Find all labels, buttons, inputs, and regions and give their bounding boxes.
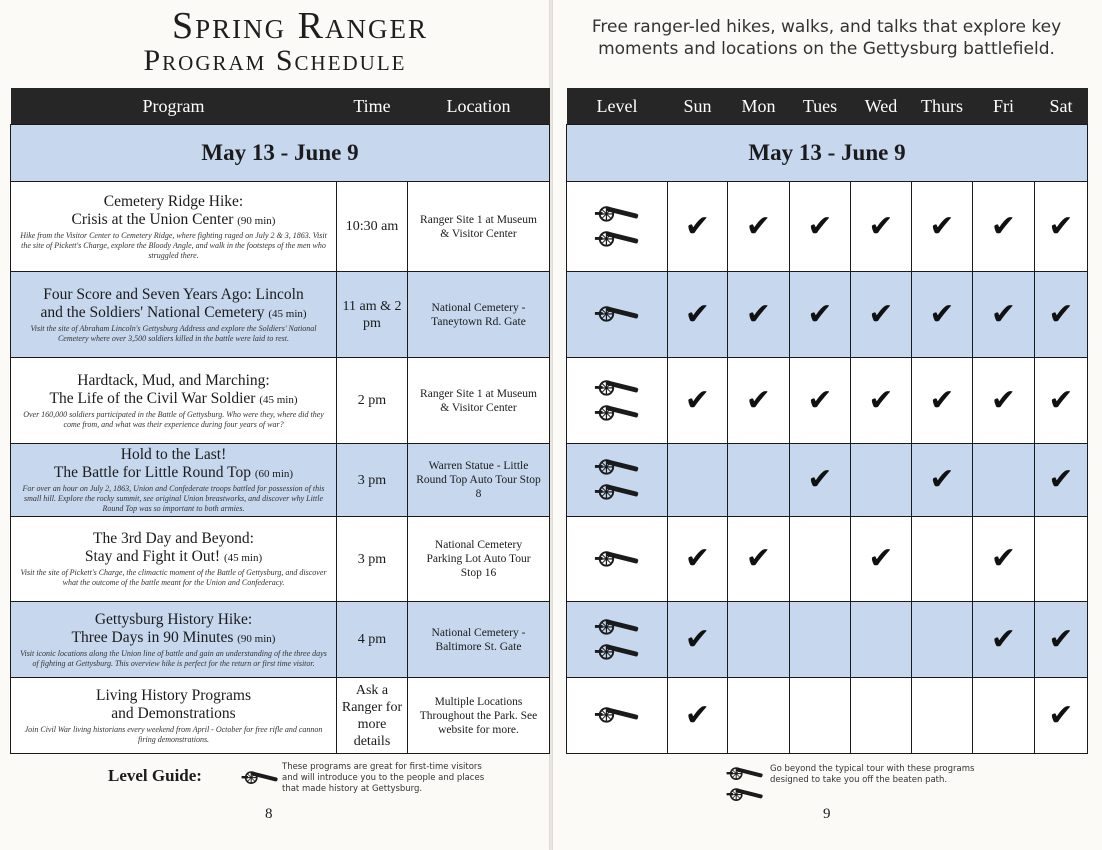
program-row (11, 678, 550, 754)
check-mark-icon: ✔ (807, 296, 833, 332)
program-time: Ask a Ranger for more details (337, 678, 408, 754)
check-mark-icon: ✔ (1048, 462, 1074, 497)
day-cell (912, 602, 973, 678)
check-mark-icon: ✔ (990, 208, 1017, 244)
program-description: Hike from the Visitor Center to Cemetery Ridge, where fighting raged on July 2 & 3, 1863. Visit the site of Pickett's Charge, explore the Bloody Angle, and walk in the footsteps of the men who struggled there. (20, 230, 327, 260)
program-time: 11 am & 2 pm (337, 272, 408, 358)
check-mark-icon: ✔ (990, 621, 1017, 657)
program-schedule-row (567, 358, 1088, 444)
cannon-icon (725, 762, 765, 808)
check-mark-icon: ✔ (1048, 382, 1074, 418)
check-mark-icon: ✔ (990, 541, 1017, 576)
day-cell (1035, 444, 1088, 517)
level-cell (567, 272, 668, 358)
day-cell (1035, 678, 1088, 754)
day-cell (790, 517, 851, 602)
program-title-line2: Three Days in 90 Minutes (71, 628, 234, 646)
day-cell (1035, 272, 1088, 358)
day-cell (668, 517, 728, 602)
day-cell (728, 678, 790, 754)
program-length: (45 min) (223, 552, 263, 564)
cannon-icon (567, 227, 667, 252)
program-cell (11, 602, 337, 678)
header-day: Wed (851, 88, 912, 125)
day-cell (851, 272, 912, 358)
program-title-line2-wrap (19, 390, 328, 409)
day-cell (973, 182, 1035, 272)
cannon-icon (567, 302, 667, 327)
day-cell (790, 182, 851, 272)
day-cell (912, 272, 973, 358)
day-cell (851, 358, 912, 444)
header-time: Time (337, 88, 408, 125)
advanced-level-text: Go beyond the typical tour with these programs designed to take you off the beaten path. (770, 764, 975, 785)
check-mark-icon: ✔ (868, 382, 894, 418)
program-location: Ranger Site 1 at Museum & Visitor Center (408, 358, 550, 444)
program-description: For over an hour on July 2, 1863, Union and Confederate troops battled for possession of this small hill. Explore the rocky summit, see original Union breastworks, and discover why Little Round Top was so important to both armies. (22, 484, 325, 513)
level-cell (567, 602, 668, 678)
program-schedule-row (567, 272, 1088, 358)
day-cell (790, 602, 851, 678)
check-mark-icon: ✔ (929, 208, 955, 244)
day-cell (728, 517, 790, 602)
program-location: National Cemetery - Baltimore St. Gate (408, 602, 550, 678)
beginner-level-text: These programs are great for first-time visitors and will introduce you to the people and places that made history at Gettysburg. (282, 762, 485, 794)
cannon-icon (567, 376, 667, 401)
program-cell (11, 272, 337, 358)
day-cell (973, 678, 1035, 754)
cannon-icon (567, 480, 667, 505)
program-time: 2 pm (337, 358, 408, 444)
page-number-right: 9 (823, 806, 831, 822)
check-mark-icon: ✔ (1048, 697, 1074, 733)
program-title-line2: The Battle for Little Round Top (53, 464, 251, 481)
check-mark-icon: ✔ (990, 382, 1017, 418)
level-cell (567, 517, 668, 602)
day-cell (1035, 358, 1088, 444)
day-cell (973, 517, 1035, 602)
header-day: Fri (973, 88, 1035, 125)
day-cell (973, 358, 1035, 444)
program-title-line2-wrap (19, 304, 328, 323)
check-mark-icon: ✔ (684, 541, 711, 576)
page-subtitle: Program Schedule (143, 44, 407, 77)
header-day: Sat (1035, 88, 1088, 125)
level-cell (567, 444, 668, 517)
day-cell (668, 602, 728, 678)
cannon-icon (567, 401, 667, 426)
check-mark-icon: ✔ (1048, 621, 1074, 657)
check-mark-icon: ✔ (1048, 296, 1074, 332)
check-mark-icon: ✔ (684, 621, 711, 657)
program-location: Ranger Site 1 at Museum & Visitor Center (408, 182, 550, 272)
program-schedule-row (567, 678, 1088, 754)
program-row (11, 517, 550, 602)
program-title-line1: Cemetery Ridge Hike: (103, 192, 244, 210)
program-time: 3 pm (337, 517, 408, 602)
program-time: 10:30 am (337, 182, 408, 272)
program-description: Join Civil War living historians every weekend from April - October for free rifle and cannon firing demonstrations. (24, 724, 323, 744)
day-cell (851, 444, 912, 517)
program-title-line2-wrap (19, 629, 328, 648)
day-cell (912, 678, 973, 754)
program-row (11, 358, 550, 444)
check-mark-icon: ✔ (807, 382, 833, 418)
cannon-icon (567, 202, 667, 227)
program-description: Visit the site of Pickett's Charge, the climactic moment of the Battle of Gettysburg, and discover what the outcome of the battle meant for the Union and Confederacy. (20, 568, 327, 587)
day-cell (790, 678, 851, 754)
header-day: Sun (668, 88, 728, 125)
header-program: Program (11, 88, 337, 125)
day-cell (851, 517, 912, 602)
program-description: Over 160,000 soldiers participated in the Battle of Gettysburg. Who were they, where did they come from, and what was their experience during four years of war? (23, 409, 324, 429)
date-range: May 13 - June 9 (567, 125, 1088, 182)
program-length: (45 min) (268, 307, 307, 320)
day-cell (668, 182, 728, 272)
program-length: (60 min) (254, 468, 294, 480)
program-title-line1: Hardtack, Mud, and Marching: (77, 371, 270, 389)
check-mark-icon: ✔ (1048, 208, 1074, 244)
program-title-line1: The 3rd Day and Beyond: (93, 530, 254, 547)
day-cell (1035, 517, 1088, 602)
header-day: Tues (790, 88, 851, 125)
day-cell (851, 602, 912, 678)
program-location: National Cemetery Parking Lot Auto Tour Stop 16 (408, 517, 550, 602)
check-mark-icon: ✔ (745, 296, 772, 332)
program-cell (11, 358, 337, 444)
program-schedule-row (567, 444, 1088, 517)
program-title-line2: and Demonstrations (111, 704, 236, 722)
cannon-icon (567, 703, 667, 728)
program-length: (90 min) (237, 632, 276, 645)
check-mark-icon: ✔ (868, 541, 894, 576)
day-cell (790, 358, 851, 444)
program-title-line1: Four Score and Seven Years Ago: Lincoln (43, 285, 304, 303)
check-mark-icon: ✔ (929, 382, 955, 418)
program-title-line1: Hold to the Last! (120, 446, 227, 463)
program-location: National Cemetery - Taneytown Rd. Gate (408, 272, 550, 358)
program-title-line2-wrap (19, 705, 328, 724)
level-cell (567, 358, 668, 444)
cannon-icon (240, 766, 280, 791)
check-mark-icon: ✔ (684, 208, 711, 244)
header-level: Level (567, 88, 668, 125)
day-cell (728, 182, 790, 272)
right-page (551, 0, 1102, 850)
day-cell (728, 444, 790, 517)
program-row (11, 602, 550, 678)
day-cell (668, 678, 728, 754)
check-mark-icon: ✔ (990, 296, 1017, 332)
day-cell (912, 182, 973, 272)
program-time: 3 pm (337, 444, 408, 517)
page-number-left: 8 (265, 806, 273, 822)
day-cell (973, 272, 1035, 358)
check-mark-icon: ✔ (684, 382, 711, 418)
day-cell (790, 444, 851, 517)
program-location: Multiple Locations Throughout the Park. See website for more. (408, 678, 550, 754)
day-cell (668, 272, 728, 358)
program-description: Visit iconic locations along the Union line of battle and gain an understanding of the three days of fighting at Gettysburg. This overview hike is perfect for the return or first time visitor. (20, 648, 327, 668)
schedule-table-left (10, 88, 550, 754)
date-range: May 13 - June 9 (11, 125, 550, 182)
day-cell (728, 272, 790, 358)
level-guide-label: Level Guide: (108, 766, 202, 785)
header-location: Location (408, 88, 550, 125)
page-title: Spring Ranger (172, 5, 428, 47)
program-title-line2: The Life of the Civil War Soldier (49, 389, 256, 407)
program-cell (11, 444, 337, 517)
program-title-line2: Crisis at the Union Center (71, 210, 234, 228)
day-cell (728, 602, 790, 678)
check-mark-icon: ✔ (745, 541, 772, 576)
day-cell (912, 444, 973, 517)
day-cell (790, 272, 851, 358)
day-cell (851, 678, 912, 754)
program-length: (90 min) (237, 214, 276, 227)
day-cell (1035, 602, 1088, 678)
schedule-table-right (566, 88, 1088, 754)
check-mark-icon: ✔ (868, 296, 894, 332)
intro-text: Free ranger-led hikes, walks, and talks that explore key moments and locations on the Gettysburg battlefield. (591, 17, 1062, 59)
program-cell (11, 678, 337, 754)
check-mark-icon: ✔ (684, 296, 711, 332)
level-cell (567, 182, 668, 272)
header-day: Mon (728, 88, 790, 125)
check-mark-icon: ✔ (868, 208, 894, 244)
check-mark-icon: ✔ (745, 382, 772, 418)
cannon-icon (567, 455, 667, 480)
program-description: Visit the site of Abraham Lincoln's Gettysburg Address and explore the Soldiers' National Cemetery where over 3,500 soldiers killed in the battle were laid to rest. (30, 323, 317, 343)
cannon-icon (567, 615, 667, 640)
program-title-line2: Stay and Fight it Out! (84, 548, 221, 565)
day-cell (668, 358, 728, 444)
day-cell (1035, 182, 1088, 272)
cannon-icon (567, 640, 667, 665)
program-cell (11, 182, 337, 272)
level-cell (567, 678, 668, 754)
program-title-line1: Living History Programs (96, 686, 251, 704)
day-cell (912, 358, 973, 444)
program-schedule-row (567, 182, 1088, 272)
program-title-line2: and the Soldiers' National Cemetery (40, 303, 265, 321)
check-mark-icon: ✔ (745, 208, 772, 244)
day-cell (851, 182, 912, 272)
day-cell (973, 602, 1035, 678)
program-length: (45 min) (259, 393, 298, 406)
program-title-line2-wrap (19, 464, 328, 483)
program-title-line2-wrap (19, 548, 328, 567)
header-day: Thurs (912, 88, 973, 125)
program-row (11, 182, 550, 272)
day-cell (973, 444, 1035, 517)
cannon-icon (567, 547, 667, 572)
program-cell (11, 517, 337, 602)
program-title-line1: Gettysburg History Hike: (94, 610, 253, 628)
program-schedule-row (567, 602, 1088, 678)
program-title-line2-wrap (19, 211, 328, 230)
program-schedule-row (567, 517, 1088, 602)
day-cell (668, 444, 728, 517)
check-mark-icon: ✔ (929, 462, 955, 497)
check-mark-icon: ✔ (807, 462, 833, 497)
day-cell (912, 517, 973, 602)
check-mark-icon: ✔ (684, 697, 711, 733)
check-mark-icon: ✔ (929, 296, 955, 332)
program-location: Warren Statue - Little Round Top Auto Tour Stop 8 (408, 444, 550, 517)
program-time: 4 pm (337, 602, 408, 678)
program-row (11, 272, 550, 358)
day-cell (728, 358, 790, 444)
program-row (11, 444, 550, 517)
check-mark-icon: ✔ (807, 208, 833, 244)
